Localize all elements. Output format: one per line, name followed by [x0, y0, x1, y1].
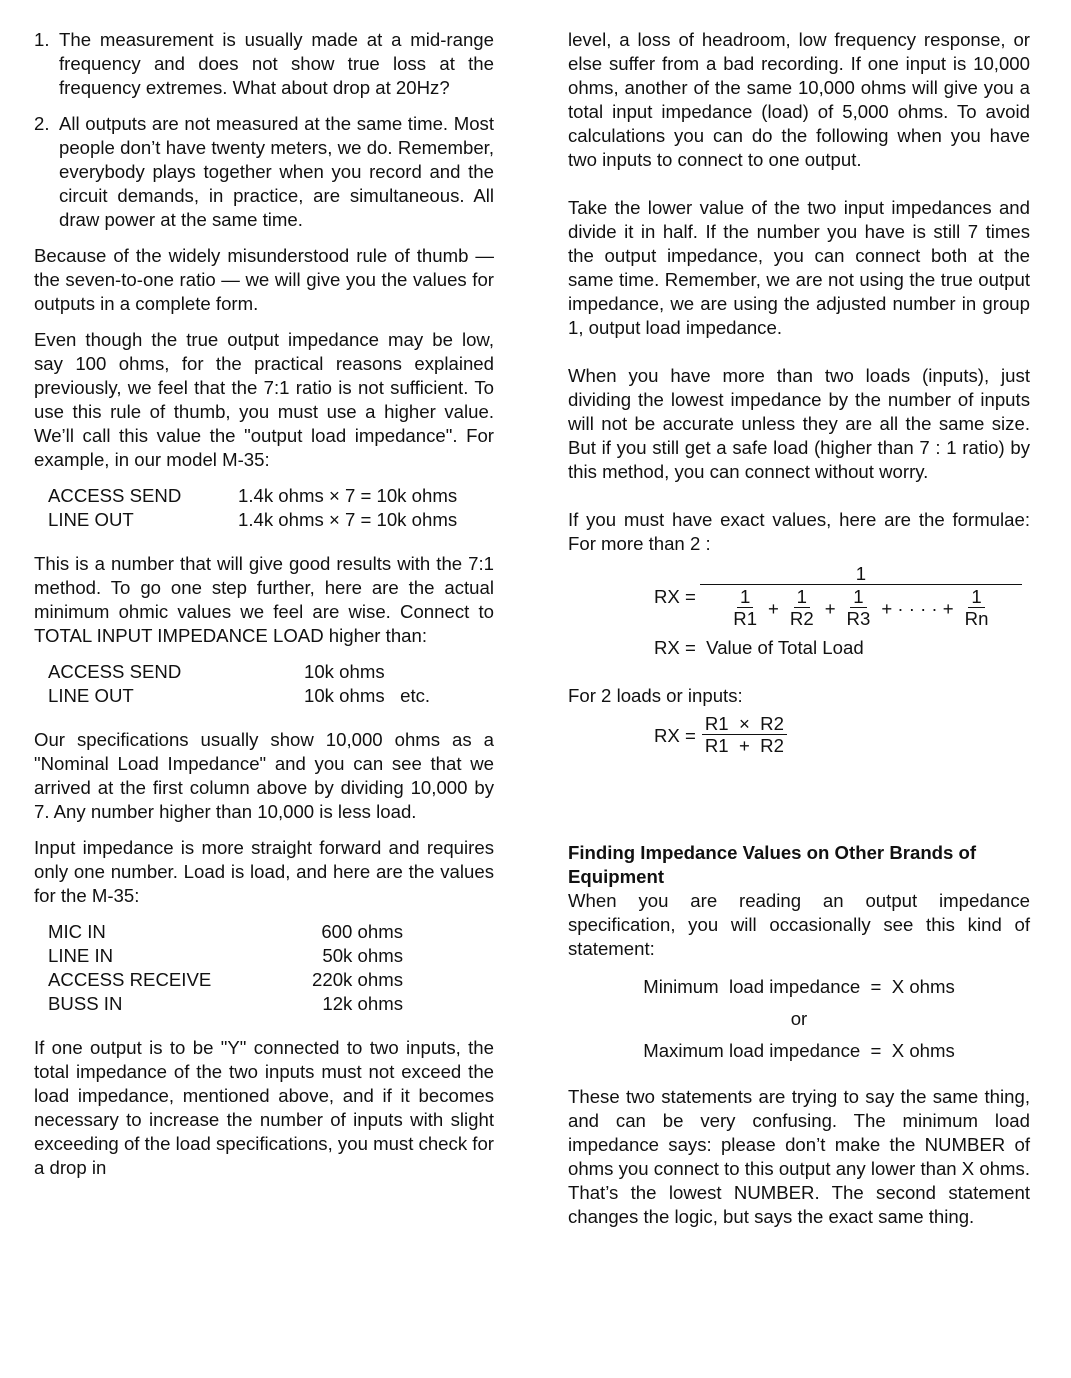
- numbered-item-2: [34, 112, 494, 232]
- numbered-item-1: [34, 28, 494, 100]
- left-column: [34, 28, 494, 1192]
- paragraph-more-loads: When you have more than two loads (inputs), just dividing the lowest impedance by the number of inputs will not be accurate unless they are all the same size. But if you still get a safe load (higher than 7 : 1 ratio) by this method, you can connect without worry.: [568, 365, 1030, 482]
- formula-two-loads: [654, 714, 1030, 757]
- paragraph-headroom: level, a loss of headroom, low frequency response, or else suffer from a bad recording. If one input is 10,000 ohms, another of the same 10,000 ohms will give you a total input impedance (load) of 5,000 ohms. To avoid calculations you can do the following when you have two inputs to connect to one output.: [568, 29, 1030, 170]
- minimum-load-table: [34, 660, 494, 708]
- formula-multiple-loads: [654, 564, 1030, 630]
- fraction-one: 1: [968, 587, 984, 608]
- paragraph-output-impedance: Even though the true output impedance may be low, say 100 ohms, for the practical reasons explained previously, we feel that the 7:1 ratio is not sufficient. To use this rule of thumb, you must use a higher value. We’ll call this value the "output load impedance". For example, in our model M-35:: [34, 329, 494, 470]
- statement-maximum: Maximum load impedance = X ohms: [643, 1040, 955, 1061]
- plus-sign: +: [768, 597, 779, 619]
- table-row: [34, 968, 494, 992]
- row-value: 10k ohms etc.: [304, 685, 431, 706]
- row-value: 220k ohms: [312, 969, 403, 990]
- fraction-rn: [962, 587, 992, 630]
- row-value: 600 ohms: [321, 921, 403, 942]
- formula-main-fraction: [700, 564, 1022, 630]
- row-label: BUSS IN: [48, 993, 123, 1014]
- row-value: 1.4k ohms × 7 = 10k ohms: [238, 509, 458, 530]
- paragraph-divide-half: Take the lower value of the two input impedances and divide it in half. If the number you have is still 7 times the output impedance, you can connect both at the same time. Remember, we are not using the true output impedance, we are using the adjusted number in group 1, output load impedance.: [568, 197, 1030, 338]
- table-row: [34, 508, 494, 532]
- table-row: [34, 684, 494, 708]
- item-number: 2.: [34, 113, 50, 134]
- fraction-r1: [730, 587, 760, 630]
- fraction-r3-label: R3: [846, 608, 871, 629]
- fraction-rn-label: Rn: [964, 608, 989, 629]
- input-impedance-table: [34, 920, 494, 1016]
- row-label: LINE OUT: [48, 685, 134, 706]
- row-label: ACCESS SEND: [48, 485, 182, 506]
- output-load-table: [34, 484, 494, 532]
- row-value: 1.4k ohms × 7 = 10k ohms: [238, 485, 458, 506]
- right-column: [568, 28, 1030, 1241]
- row-label: MIC IN: [48, 921, 106, 942]
- row-label: LINE IN: [48, 945, 114, 966]
- row-value: 50k ohms: [322, 945, 403, 966]
- row-label: ACCESS RECEIVE: [48, 969, 212, 990]
- table-row: [34, 920, 494, 944]
- plus-sign: +: [824, 597, 836, 619]
- row-label: LINE OUT: [48, 509, 134, 530]
- paragraph-y-connection: If one output is to be "Y" connected to two inputs, the total impedance of the two inputs must not exceed the load impedance, mentioned above, and if it becomes necessary to increase the number of inputs with slight exceeding of the load specifications, you must check for a drop in: [34, 1037, 494, 1178]
- paragraph-two-loads: For 2 loads or inputs:: [568, 685, 743, 706]
- row-value: 12k ohms: [322, 993, 403, 1014]
- paragraph-specification: When you are reading an output impedance specification, you will occasionally see this kind of statement:: [568, 890, 1030, 959]
- table-row: [34, 660, 494, 684]
- formula-numerator: 1: [700, 564, 1022, 585]
- formula-numerator: R1 × R2: [702, 714, 787, 735]
- item-text: The measurement is usually made at a mid-range frequency and does not show true loss at the frequency extremes. What about drop at 20Hz?: [59, 29, 494, 98]
- paragraph-confusing: These two statements are trying to say the same thing, and can be very confusing. The minimum load impedance says: please don’t make the NUMBER of ohms you connect to this output any lower than X ohms. That’s the lowest NUMBER. The second statement changes the logic, but says the exact same thing.: [568, 1086, 1031, 1227]
- fraction-r3: [844, 587, 874, 630]
- formula-lhs: RX =: [654, 724, 696, 746]
- fraction-r1-label: R1: [733, 608, 758, 629]
- fraction-one: 1: [794, 587, 810, 608]
- paragraph-input-impedance: Input impedance is more straight forward and requires only one number. Load is load, and here are the values for the M-35:: [34, 837, 494, 906]
- item-text: All outputs are not measured at the same time. Most people don’t have twenty meters, we do. Remember, everybody plays together when you record and the circuit demands, in practice, are simultaneous. All draw power at the same time.: [59, 113, 494, 230]
- fraction-r2-label: R2: [789, 608, 814, 629]
- row-label: ACCESS SEND: [48, 661, 182, 682]
- formula-two-fraction: [702, 714, 787, 757]
- ellipsis-plus: + · · · · +: [881, 597, 954, 619]
- fraction-one: 1: [850, 587, 866, 608]
- paragraph-formulae: If you must have exact values, here are the formulae: For more than 2 :: [568, 509, 1030, 554]
- fraction-r2: [787, 587, 817, 630]
- item-number: 1.: [34, 29, 50, 50]
- paragraph-minimum-values: This is a number that will give good results with the 7:1 method. To go one step further, here are the actual minimum ohmic values we feel are wise. Connect to TOTAL INPUT IMPEDANCE LOAD higher than:: [34, 553, 494, 646]
- row-value: 10k ohms: [304, 661, 385, 682]
- paragraph-rule-of-thumb: Because of the widely misunderstood rule of thumb — the seven-to-one ratio — we will give you the values for outputs in a complete form.: [34, 245, 494, 314]
- table-row: [34, 944, 494, 968]
- fraction-one: 1: [737, 587, 753, 608]
- formula-lhs: RX =: [654, 586, 696, 607]
- formula-definition: RX = Value of Total Load: [654, 637, 864, 658]
- statement-or: or: [790, 1008, 808, 1029]
- section-heading: Finding Impedance Values on Other Brands of Equipment: [568, 842, 977, 887]
- formula-denominator: [730, 585, 991, 630]
- formula-denominator: R1 + R2: [704, 735, 784, 756]
- table-row: [34, 484, 494, 508]
- table-row: [34, 992, 494, 1016]
- paragraph-nominal-load: Our specifications usually show 10,000 ohms as a "Nominal Load Impedance" and you can see that we arrived at the first column above by dividing 10,000 by 7. Any number higher than 10,000 is less load.: [34, 729, 494, 822]
- statement-minimum: Minimum load impedance = X ohms: [643, 976, 955, 997]
